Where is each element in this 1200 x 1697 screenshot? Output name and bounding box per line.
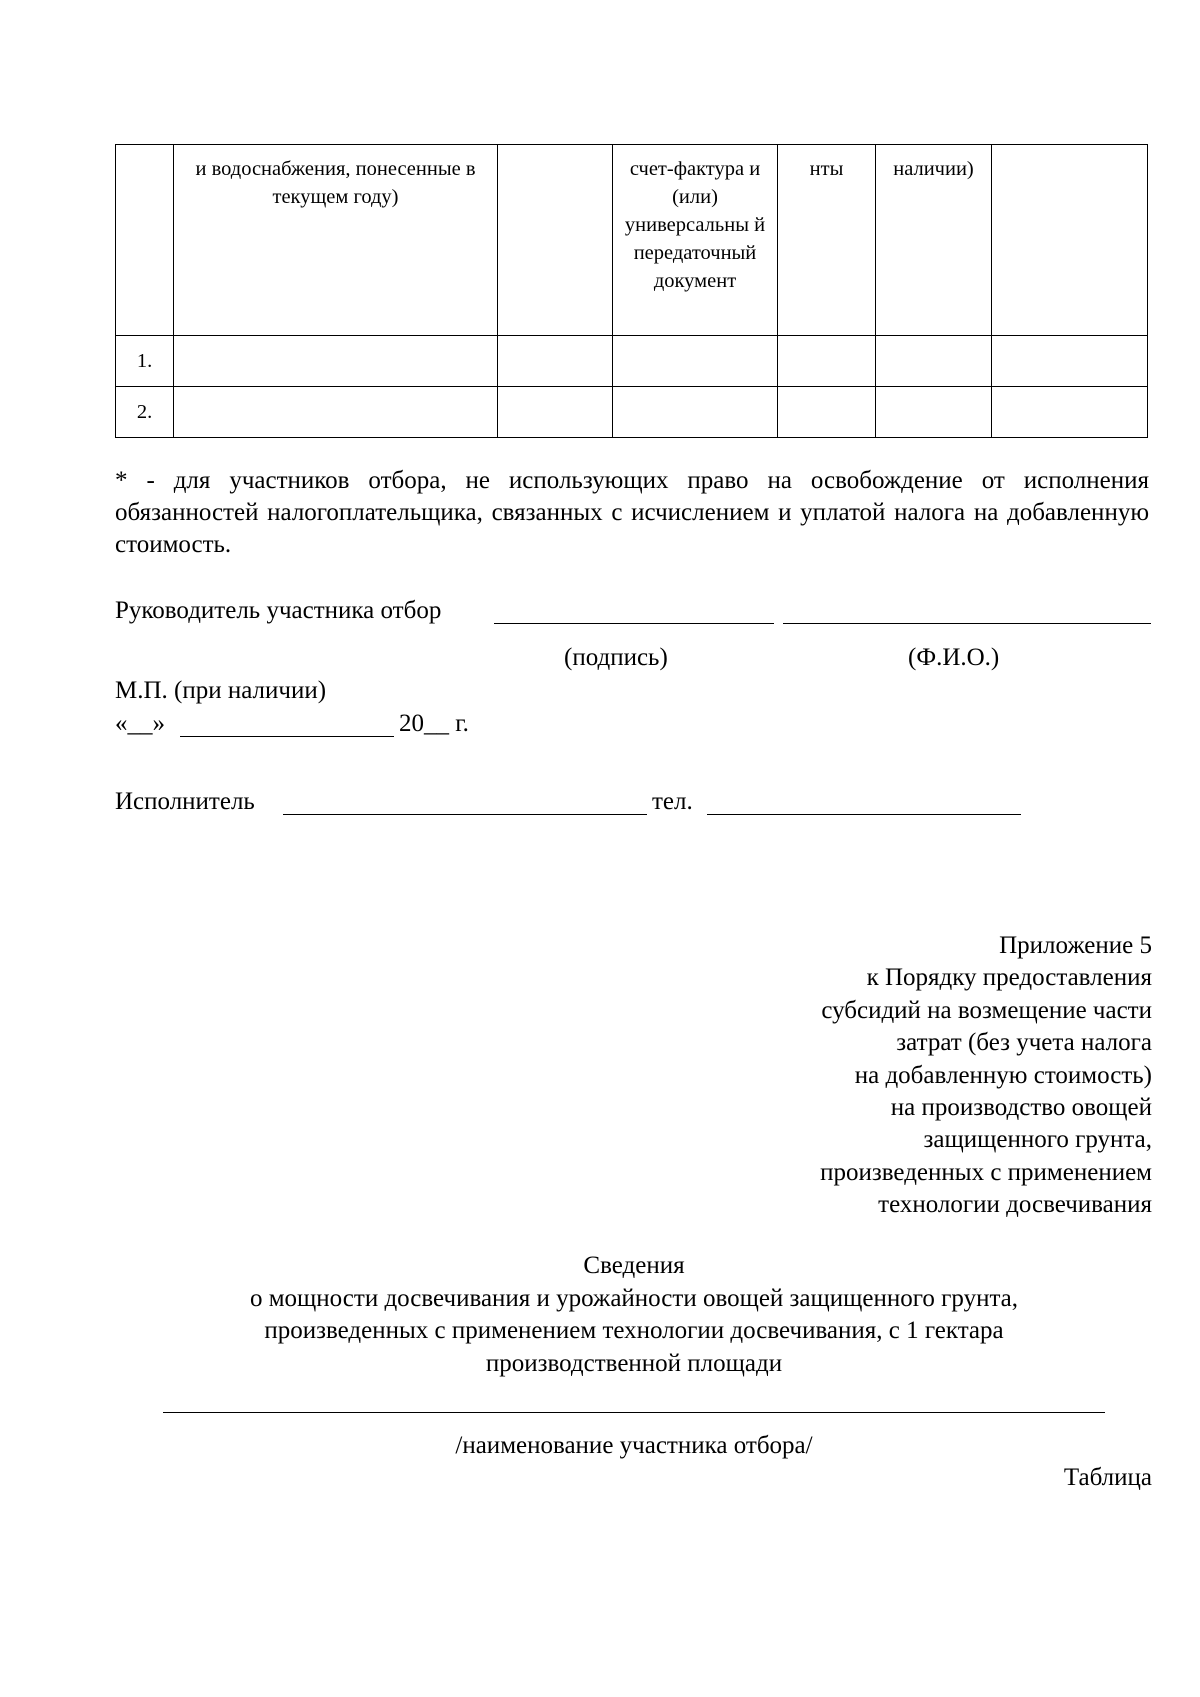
executor-line [283,814,647,815]
annex-line: затрат (без учета налога [896,1029,1152,1057]
table-cell [498,387,613,438]
info-title: Сведения [583,1252,685,1279]
annex-line: к Порядку предоставления [866,964,1152,992]
annex-line: произведенных с применением [820,1158,1152,1186]
annex-line: на добавленную стоимость) [854,1061,1152,1089]
participant-name-line [163,1412,1105,1413]
table-cell [992,387,1148,438]
table-cell [876,387,992,438]
participant-caption: /наименование участника отбора/ [455,1432,813,1459]
info-title-block [160,1250,1108,1380]
row-number: 1. [116,336,174,387]
header-cell-num [116,145,174,336]
table-row [116,336,1148,387]
date-month-line [180,736,394,737]
table-cell [778,336,876,387]
table-cell [174,336,498,387]
annex-line: на производство овощей [890,1094,1152,1122]
date-year: 20__ г. [399,710,469,737]
date-day: «__» [115,710,165,737]
vat-footnote: * - для участников отбора, не использующих право на освобождение от исполнения обязанностей налогоплательщика, связанных с исчислением и уплатой налога на добавленную стоимость. [115,467,1149,558]
header-cell-last [992,145,1148,336]
phone-line [707,814,1021,815]
row-number: 2. [116,387,174,438]
fio-line [783,623,1151,624]
info-subtitle-line: произведенных с применением технологии досвечивания, с 1 гектара [264,1317,1004,1344]
signature-caption: (подпись) [564,644,668,671]
phone-label: тел. [652,788,693,815]
fio-caption: (Ф.И.О.) [908,644,1000,671]
annex-line: Приложение 5 [999,932,1152,959]
header-cell-costs: и водоснабжения, понесенные в текущем году) [174,145,498,336]
header-cell-invoice: счет-фактура и (или) универсальны й передаточный документ [613,145,778,336]
signature-line [494,623,774,624]
header-cell-availability: наличии) [876,145,992,336]
stamp-label: М.П. (при наличии) [115,677,327,704]
table-cell [876,336,992,387]
table-header-row [116,145,1148,336]
head-label: Руководитель участника отбор [115,597,442,624]
header-cell-empty [498,145,613,336]
table-row [116,387,1148,438]
table-cell [778,387,876,438]
costs-table [115,144,1148,438]
table-cell [613,387,778,438]
info-subtitle-line: производственной площади [485,1349,783,1377]
annex-line: технологии досвечивания [878,1191,1152,1219]
header-cell-documents: нты [778,145,876,336]
executor-label: Исполнитель [115,788,255,815]
table-label: Таблица [1063,1464,1152,1491]
table-cell [174,387,498,438]
info-subtitle-line: о мощности досвечивания и урожайности овощей защищенного грунта, [249,1284,1019,1312]
table-cell [613,336,778,387]
table-cell [498,336,613,387]
annex-line: защищенного грунта, [923,1126,1152,1154]
annex-line: субсидий на возмещение части [821,996,1152,1024]
table-cell [992,336,1148,387]
annex-header [820,930,1152,1222]
